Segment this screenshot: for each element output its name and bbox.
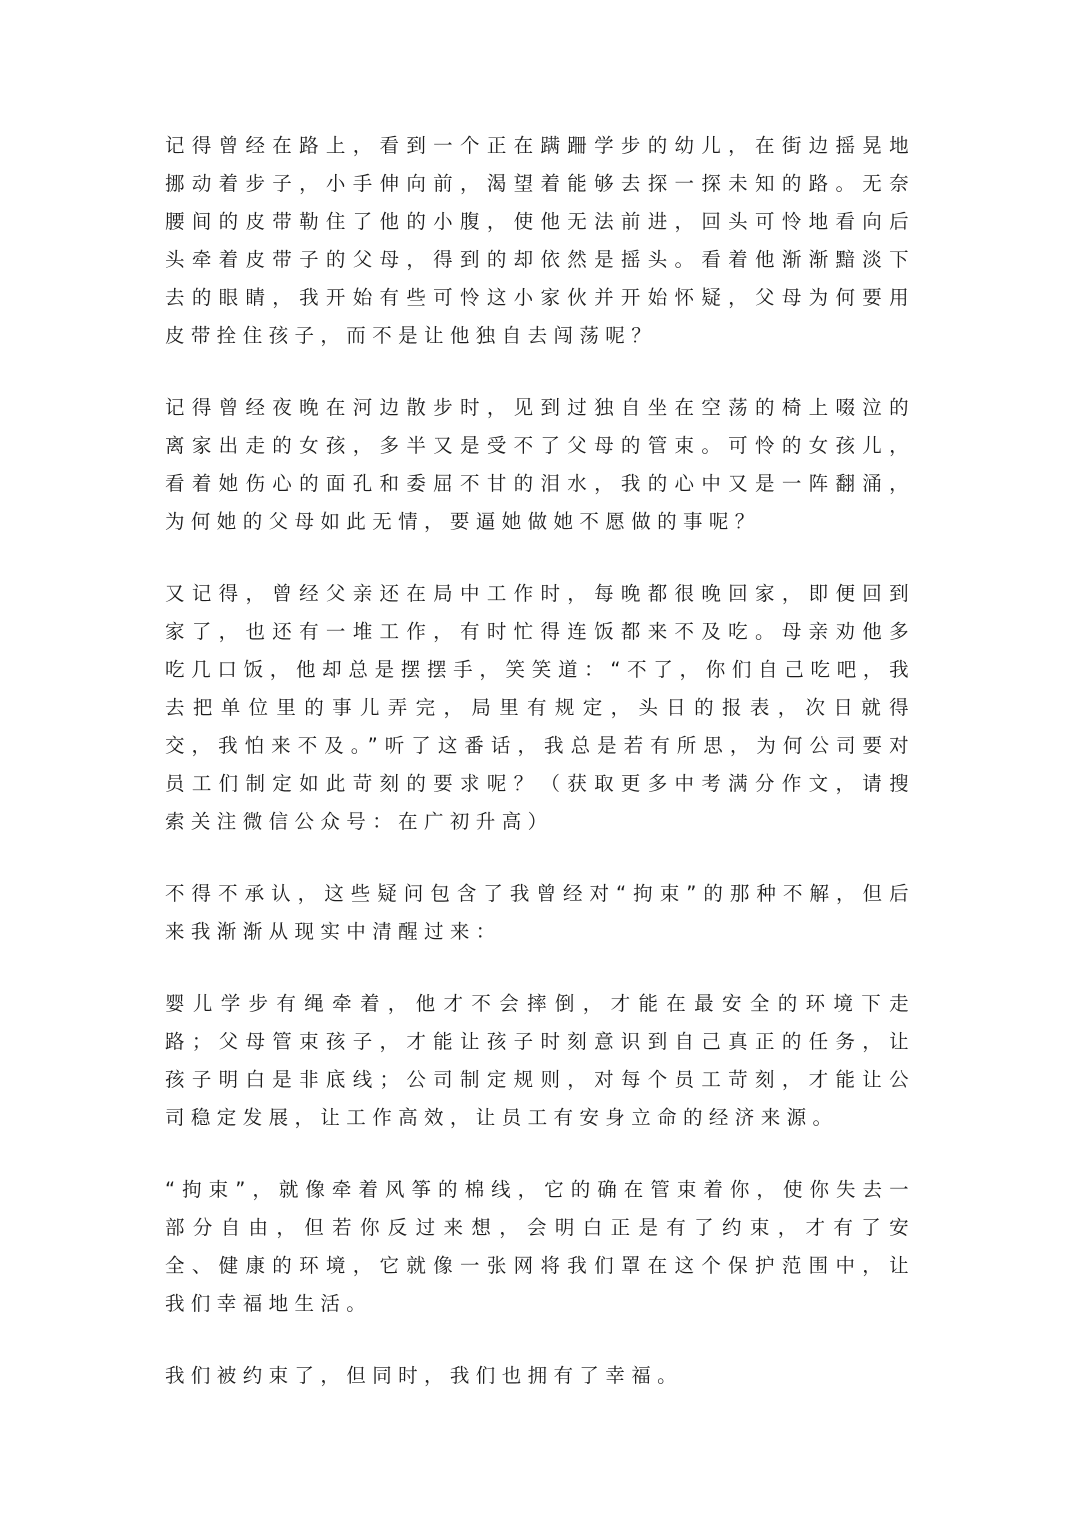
- paragraph-4: 不得不承认，这些疑问包含了我曾经对“拘束”的那种不解，但后来我渐渐从现实中清醒过来：: [165, 882, 915, 943]
- paragraph-3: 又记得，曾经父亲还在局中工作时，每晚都很晚回家，即便回到家了，也还有一堆工作，有时忙得连饭都来不及吃。母亲劝他多吃几口饭，他却总是摆摆手，笑笑道：“不了，你们自己吃吧，我去把单位里的事儿弄完，局里有规定，头日的报表，次日就得交，我怕来不及。”听了这番话，我总是若有所思，为何公司要对员工们制定如此苛刻的要求呢？（获取更多中考满分作文，请搜索关注微信公众号：在广初升高）: [165, 582, 915, 833]
- paragraph-2: 记得曾经夜晚在河边散步时，见到过独自坐在空荡的椅上啜泣的离家出走的女孩，多半又是受不了父母的管束。可怜的女孩儿，看着她伤心的面孔和委屈不甘的泪水，我的心中又是一阵翻涌，为何她的父母如此无情，要逼她做她不愿做的事呢？: [165, 396, 915, 533]
- essay-body: [165, 127, 915, 1429]
- paragraph-1: 记得曾经在路上，看到一个正在蹒跚学步的幼儿，在街边摇晃地挪动着步子，小手伸向前，渴望着能够去探一探未知的路。无奈腰间的皮带勒住了他的小腹，使他无法前进，回头可怜地看向后头牵着皮带子的父母，得到的却依然是摇头。看着他渐渐黯淡下去的眼睛，我开始有些可怜这小家伙并开始怀疑，父母为何要用皮带拴住孩子，而不是让他独自去闯荡呢？: [165, 134, 915, 347]
- paragraph-5: 婴儿学步有绳牵着，他才不会摔倒，才能在最安全的环境下走路；父母管束孩子，才能让孩子时刻意识到自己真正的任务，让孩子明白是非底线；公司制定规则，对每个员工苛刻，才能让公司稳定发展，让工作高效，让员工有安身立命的经济来源。: [165, 992, 915, 1129]
- paragraph-7: 我们被约束了，但同时，我们也拥有了幸福。: [165, 1364, 684, 1387]
- paragraph-6: “拘束”，就像牵着风筝的棉线，它的确在管束着你，使你失去一部分自由，但若你反过来想，会明白正是有了约束，才有了安全、健康的环境，它就像一张网将我们罩在这个保护范围中，让我们幸福地生活。: [165, 1178, 915, 1315]
